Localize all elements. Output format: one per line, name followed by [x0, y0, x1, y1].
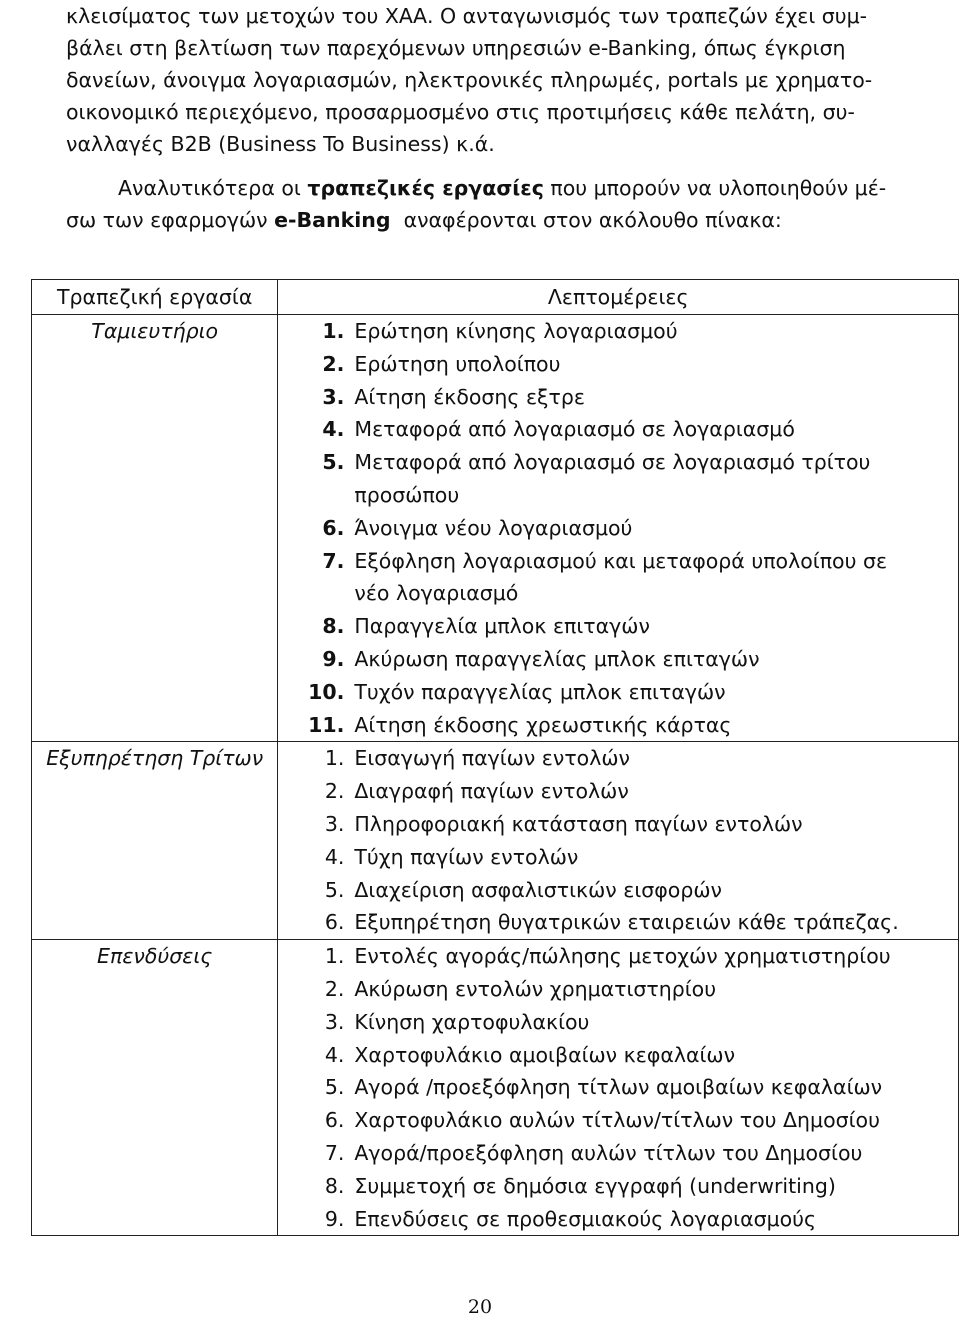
item-text: Χαρτοφυλάκιο αμοιβαίων κεφαλαίων [354, 1042, 736, 1067]
item-number: 4. [324, 1042, 345, 1067]
list-item [32, 545, 958, 611]
list-item [32, 1006, 958, 1039]
text-line [66, 204, 926, 236]
item-text: Διαγραφή παγίων εντολών [354, 779, 629, 804]
item-number: 9. [322, 646, 345, 671]
item-text: Συμμετοχή σε δημόσια εγγραφή (underwriting) [354, 1173, 836, 1198]
text-run: Αναλυτικότερα οι [118, 176, 308, 200]
item-text: Αίτηση έκδοσης χρεωστικής κάρτας [354, 712, 732, 737]
item-text: Άνοιγμα νέου λογαριασμού [354, 515, 633, 540]
item-text: Αγορά /προεξόφληση τίτλων αμοιβαίων κεφαλαίων [354, 1075, 883, 1100]
list-item [32, 742, 958, 775]
item-text: Εξυπηρέτηση θυγατρικών εταιρειών κάθε τράπεζας. [354, 910, 899, 935]
list-item [32, 610, 958, 643]
item-text: Τυχόν παραγγελίας μπλοκ επιταγών [354, 679, 726, 704]
column-header-task: Τραπεζική εργασία [32, 280, 278, 315]
item-number: 1. [324, 944, 345, 969]
item-text: Αίτηση έκδοσης εξτρε [354, 384, 585, 409]
item-number: 3. [324, 811, 345, 836]
text-line: κλεισίματος των μετοχών του ΧΑΑ. Ο ανταγωνισμός των τραπεζών έχει συμ- [66, 4, 868, 28]
list-item [32, 643, 958, 676]
item-text: Διαχείριση ασφαλιστικών εισφορών [354, 877, 722, 902]
item-number: 11. [308, 712, 345, 737]
item-text: νέο λογαριασμό [354, 581, 519, 606]
table-header-row [32, 280, 959, 315]
details-cell [278, 742, 959, 940]
details-cell [278, 315, 959, 742]
table-row [32, 742, 959, 940]
list-item [32, 1039, 958, 1072]
text-run: που μπορούν να υλοποιηθούν μέ- [543, 176, 887, 200]
item-number: 7. [322, 548, 345, 573]
list-item [32, 1203, 958, 1236]
bold-term: τραπεζικές εργασίες [307, 176, 544, 200]
item-number: 5. [324, 877, 345, 902]
banking-services-table [31, 279, 959, 1236]
item-number: 1. [324, 746, 345, 771]
item-text: Ακύρωση παραγγελίας μπλοκ επιταγών [354, 646, 760, 671]
item-text: Επενδύσεις σε προθεσμιακούς λογαριασμούς [354, 1206, 817, 1231]
list-item [32, 775, 958, 808]
category-cell: Επενδύσεις [32, 940, 278, 1236]
item-text: προσώπου [354, 482, 460, 507]
table-intro-paragraph [66, 172, 926, 236]
table-row [32, 315, 959, 742]
item-number: 2. [322, 351, 345, 376]
item-number: 2. [324, 779, 345, 804]
item-text: Τύχη παγίων εντολών [354, 844, 579, 869]
details-list [278, 315, 958, 741]
item-text: Αγορά/προεξόφληση αυλών τίτλων του Δημοσίου [354, 1140, 863, 1165]
item-number: 3. [322, 384, 345, 409]
item-number: 10. [308, 679, 345, 704]
category-cell: Ταμιευτήριο [32, 315, 278, 742]
list-item [32, 874, 958, 907]
list-item [32, 709, 958, 742]
item-number: 5. [324, 1075, 345, 1100]
text-line [66, 172, 926, 204]
item-text: Εντολές αγοράς/πώλησης μετοχών χρηματιστηρίου [354, 944, 891, 969]
list-item [32, 808, 958, 841]
text-run: σω των εφαρμογών [66, 208, 275, 232]
text-run: αναφέρονται στον ακόλουθο πίνακα: [390, 208, 782, 232]
item-number: 4. [324, 844, 345, 869]
item-text: Εισαγωγή παγίων εντολών [354, 746, 630, 771]
item-text: Εξόφληση λογαριασμού και μεταφορά υπολοίπου σε [354, 548, 888, 573]
item-number: 8. [322, 614, 345, 639]
list-item [32, 1071, 958, 1104]
list-item [32, 1170, 958, 1203]
text-line: βάλει στη βελτίωση των παρεχόμενων υπηρεσιών e-Banking, όπως έγκριση [66, 36, 846, 60]
item-number: 4. [322, 417, 345, 442]
text-line: ναλλαγές Β2Β (Business To Business) κ.ά. [66, 132, 495, 156]
item-text: Παραγγελία μπλοκ επιταγών [354, 614, 650, 639]
list-item [32, 413, 958, 446]
text-line: οικονομικό περιεχόμενο, προσαρμοσμένο στις προτιμήσεις κάθε πελάτη, συ- [66, 100, 855, 124]
list-item [32, 348, 958, 381]
list-item [32, 315, 958, 348]
list-item [32, 381, 958, 414]
column-header-details: Λεπτομέρειες [278, 280, 959, 315]
list-item [32, 1104, 958, 1137]
details-list [278, 940, 958, 1235]
item-text: Πληροφοριακή κατάσταση παγίων εντολών [354, 811, 803, 836]
item-number: 7. [324, 1140, 345, 1165]
item-number: 3. [324, 1009, 345, 1034]
item-number: 5. [322, 450, 345, 475]
intro-paragraph [66, 0, 926, 160]
bold-term: e-Banking [274, 208, 391, 232]
item-number: 6. [324, 910, 345, 935]
page-number: 20 [467, 1296, 493, 1318]
item-text: Χαρτοφυλάκιο αυλών τίτλων/τίτλων του Δημοσίου [354, 1108, 880, 1133]
list-item [32, 1137, 958, 1170]
item-text: Ερώτηση κίνησης λογαριασμού [354, 319, 678, 343]
list-item [32, 973, 958, 1006]
list-item [32, 841, 958, 874]
list-item [32, 676, 958, 709]
details-list [278, 742, 958, 939]
item-text: Μεταφορά από λογαριασμό σε λογαριασμό [354, 417, 795, 442]
item-text: Μεταφορά από λογαριασμό σε λογαριασμό τρίτου [354, 450, 871, 475]
category-cell: Εξυπηρέτηση Τρίτων [32, 742, 278, 940]
item-number: 6. [322, 515, 345, 540]
item-text: Ερώτηση υπολοίπου [354, 351, 561, 376]
item-number: 1. [322, 319, 345, 343]
item-number: 9. [324, 1206, 345, 1231]
item-text: Κίνηση χαρτοφυλακίου [354, 1009, 590, 1034]
list-item [32, 512, 958, 545]
table-body [32, 315, 959, 1236]
list-item [32, 446, 958, 512]
list-item [32, 940, 958, 973]
item-number: 6. [324, 1108, 345, 1133]
item-number: 8. [324, 1173, 345, 1198]
text-line: δανείων, άνοιγμα λογαριασμών, ηλεκτρονικές πληρωμές, portals με χρηματο- [66, 68, 873, 92]
item-number: 2. [324, 976, 345, 1001]
list-item [32, 906, 958, 939]
details-cell [278, 940, 959, 1236]
item-text: Ακύρωση εντολών χρηματιστηρίου [354, 976, 717, 1001]
table-row [32, 940, 959, 1236]
